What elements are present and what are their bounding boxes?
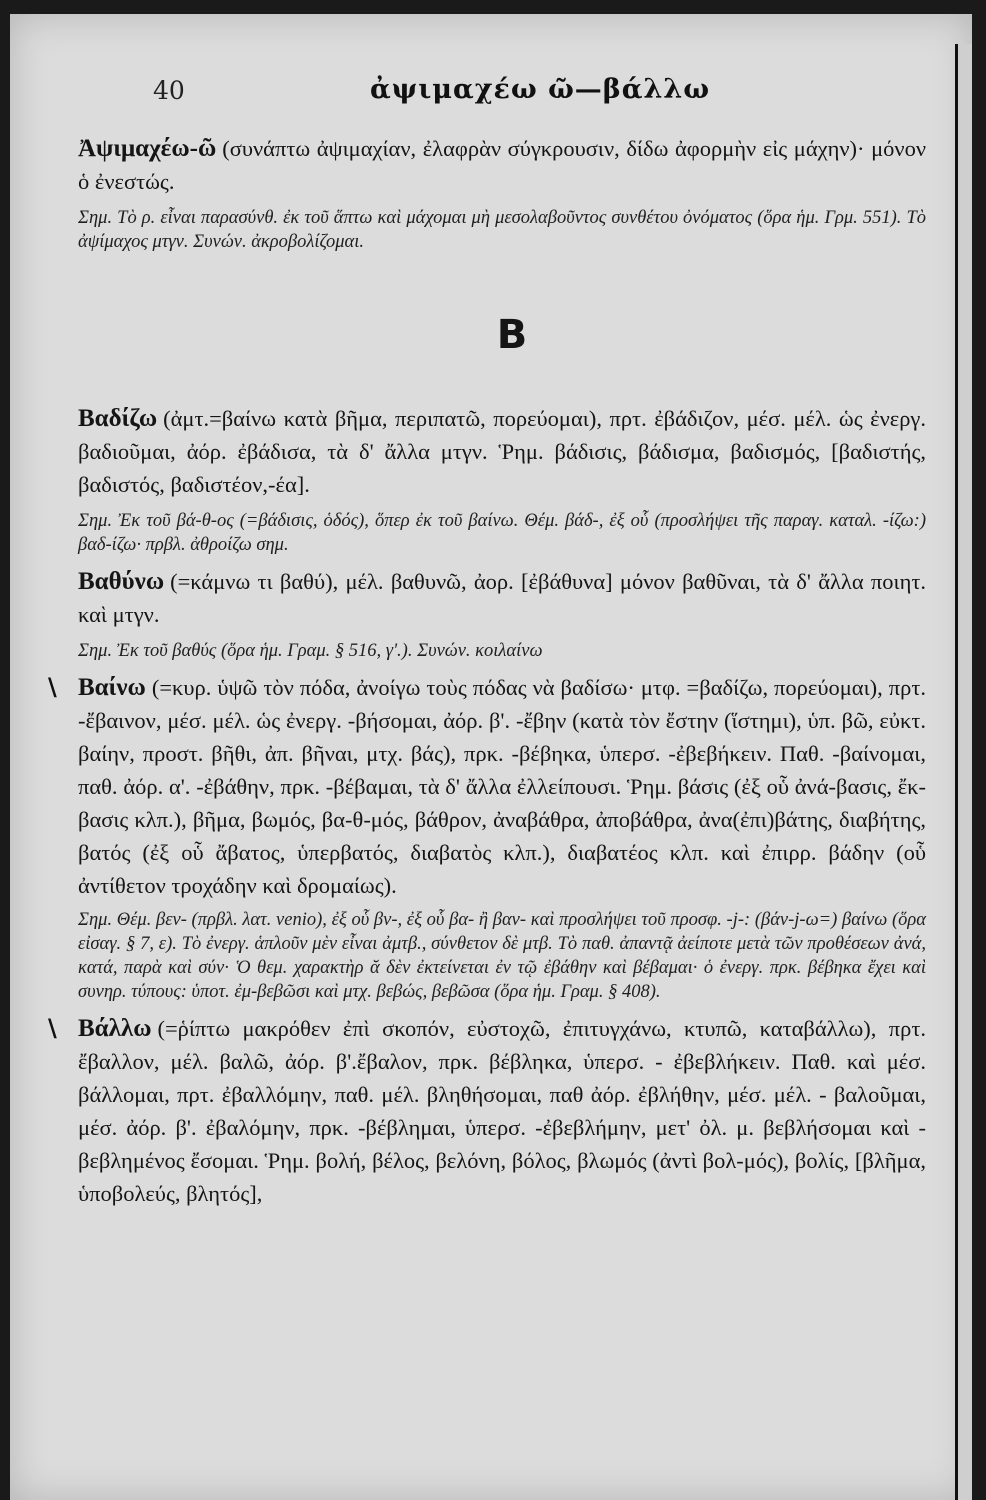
entry-text: (ἀμτ.=βαίνω κατὰ βῆμα, περιπατῶ, πορεύομαι), πρτ. ἐβάδιζον, μέσ. μέλ. ὡς ἐνεργ. βαδιοῦμαι, ἀόρ. ἐβάδισα, τὰ δ' ἄλλα μτγν. Ῥημ. βάδισις, βάδισμα, βαδισμός, [βαδιστής, βαδιστός, βαδιστέον,-έα]. <box>78 406 926 497</box>
running-head: ἀψιμαχέω ῶ—βάλλω <box>370 74 711 105</box>
entry-text: (=κάμνω τι βαθύ), μέλ. βαθυνῶ, ἀορ. [ἐβάθυνα] μόνον βαθῦναι, τὰ δ' ἄλλα ποιητ. καὶ μτγν. <box>78 569 926 627</box>
entry-baino-wrap <box>48 671 926 902</box>
entry-bathyno <box>78 565 926 631</box>
entry-text: (=ῥίπτω μακρόθεν ἐπὶ σκοπόν, εὐστοχῶ, ἐπιτυγχάνω, κτυπῶ, καταβάλλω), πρτ. ἔβαλλον, μέλ. βαλῶ, ἀόρ. β'.ἔβαλον, πρκ. βέβληκα, ὑπερσ. - ἐβεβλήκειν. Παθ. καὶ μέσ. βάλλομαι, πρτ. ἐβαλλόμην, παθ. μέλ. βληθήσομαι, παθ ἀόρ. ἐβλήθην, μέσ. μέλ. - βαλοῦμαι, μέσ. ἀόρ. β'. ἐβαλόμην, πρκ. -βέβλημαι, ὑπερσ. -ἐβεβλήμην, μετ' ὀλ. μ. βεβλήσομαι καὶ - βεβλημένος ἔσομαι. Ῥημ. βολή, βέλος, βελόνη, βόλος, βλωμός (ἀντὶ βολ-μός), βολίς, [βλῆμα, ὑποβολεύς, βλητός], <box>78 1016 926 1206</box>
entry-ballo <box>78 1012 926 1210</box>
margin-mark: \ <box>48 1014 57 1042</box>
headword: Βάλλω <box>78 1015 152 1042</box>
headword: Βαδίζω <box>78 405 158 432</box>
document-page <box>10 14 972 1500</box>
dictionary-content <box>48 132 926 1210</box>
page-header <box>10 74 972 114</box>
entry-text: (=κυρ. ὑψῶ τὸν πόδα, ἀνοίγω τοὺς πόδας νὰ βαδίσω· μτφ. =βαδίζω, πορεύομαι), πρτ. -ἔβαινον, μέσ. μέλ. ὡς ἐνεργ. -βήσομαι, ἀόρ. β'. -ἔβην (κατὰ τὸν ἔστην (ἵστημι), ὑπ. βῶ, εὐκτ. βαίην, προστ. βῆθι, ἀπ. βῆναι, μτχ. βάς), πρκ. -βέβηκα, ὑπερσ. -ἐβεβήκειν. Παθ. -βαίνομαι, παθ. ἀόρ. α'. -ἐβάθην, πρκ. -βέβαμαι, τὰ δ' ἄλλα ἐλλείπουσι. Ῥημ. βάσις (ἐξ οὗ ἀνά-βασις, ἔκ-βασις κλπ.), βῆμα, βωμός, βα-θ-μός, βάθρον, ἀναβάθρα, ἀποβάθρα, ἀνα(ἐπι)βάτης, διαβήτης, βατός (ἐξ οὗ ἄβατος, ὑπερβατός, διαβατὸς κλπ.), διαβατέος κλπ. καὶ ἐπιρρ. βάδην (οὗ ἀντίθετον τροχάδην καὶ δρομαίως). <box>78 675 926 898</box>
entry-badizo <box>78 402 926 501</box>
entry-note: Σημ. Τὸ ρ. εἶναι παρασύνθ. ἐκ τοῦ ἅπτω καὶ μάχομαι μὴ μεσολαβοῦντος συνθέτου ὀνόματος (ὅρα ἡμ. Γρμ. 551). Τὸ ἀψίμαχος μτγν. Συνών. ἀκροβολίζομαι. <box>78 208 926 252</box>
headword: Βαθύνω <box>78 568 165 595</box>
entry-baino <box>78 671 926 902</box>
page-number: 40 <box>153 76 185 105</box>
headword: Ἀψιμαχέω-ῶ <box>78 135 217 162</box>
entry-text: (συνάπτω ἀψιμαχίαν, ἐλαφρὰν σύγκρουσιν, δίδω ἀφορμὴν εἰς μάχην)· μόνον ὁ ἐνεστώς. <box>78 136 926 194</box>
page-edge <box>955 44 972 1500</box>
entry-note: Σημ. Ἐκ τοῦ βαθύς (ὅρα ἡμ. Γραμ. § 516, γ'.). Συνών. κοιλαίνω <box>78 641 543 661</box>
entry-note: Σημ. Ἐκ τοῦ βά-θ-ος (=βάδισις, ὁδός), ὅπερ ἐκ τοῦ βαίνω. Θέμ. βάδ-, ἐξ οὗ (προσλήψει τῆς παραγ. καταλ. -ίζω:) βαδ-ίζω· πρβλ. ἀθροίζω σημ. <box>78 511 926 555</box>
entry-ballo-wrap <box>48 1012 926 1210</box>
entry-apsimacheo <box>78 132 926 198</box>
entry-note: Σημ. Θέμ. βεν- (πρβλ. λατ. venio), ἐξ οὗ βν-, ἐξ οὗ βα- ἢ βαν- καὶ προσλήψει τοῦ προσφ. -j-: (βάν-j-ω=) βαίνω (ὅρα εἰσαγ. § 7, ε). Τὸ ἐνεργ. ἁπλοῦν μὲν εἶναι ἀμτβ., σύνθετον δὲ μτβ. Τὸ παθ. ἀπαντᾷ ἀείποτε μετὰ τῶν προθέσεων ἀνά, κατά, παρὰ καὶ σύν· Ὁ θεμ. χαρακτὴρ ᾰ δὲν ἐκτείνεται ἐν τῷ ἐβάθην καὶ βέβαμαι· ὁ ἐνεργ. πρκ. βέβηκα ἔχει καὶ συνηρ. τύπους: ὑποτ. ἐμ-βεβῶσι καὶ μτχ. βεβώς, βεβῶσα (ὅρα ἡμ. Γραμ. § 408). <box>78 910 926 1002</box>
margin-mark: \ <box>48 673 57 701</box>
section-letter: Β <box>496 312 528 358</box>
headword: Βαίνω <box>78 674 146 701</box>
